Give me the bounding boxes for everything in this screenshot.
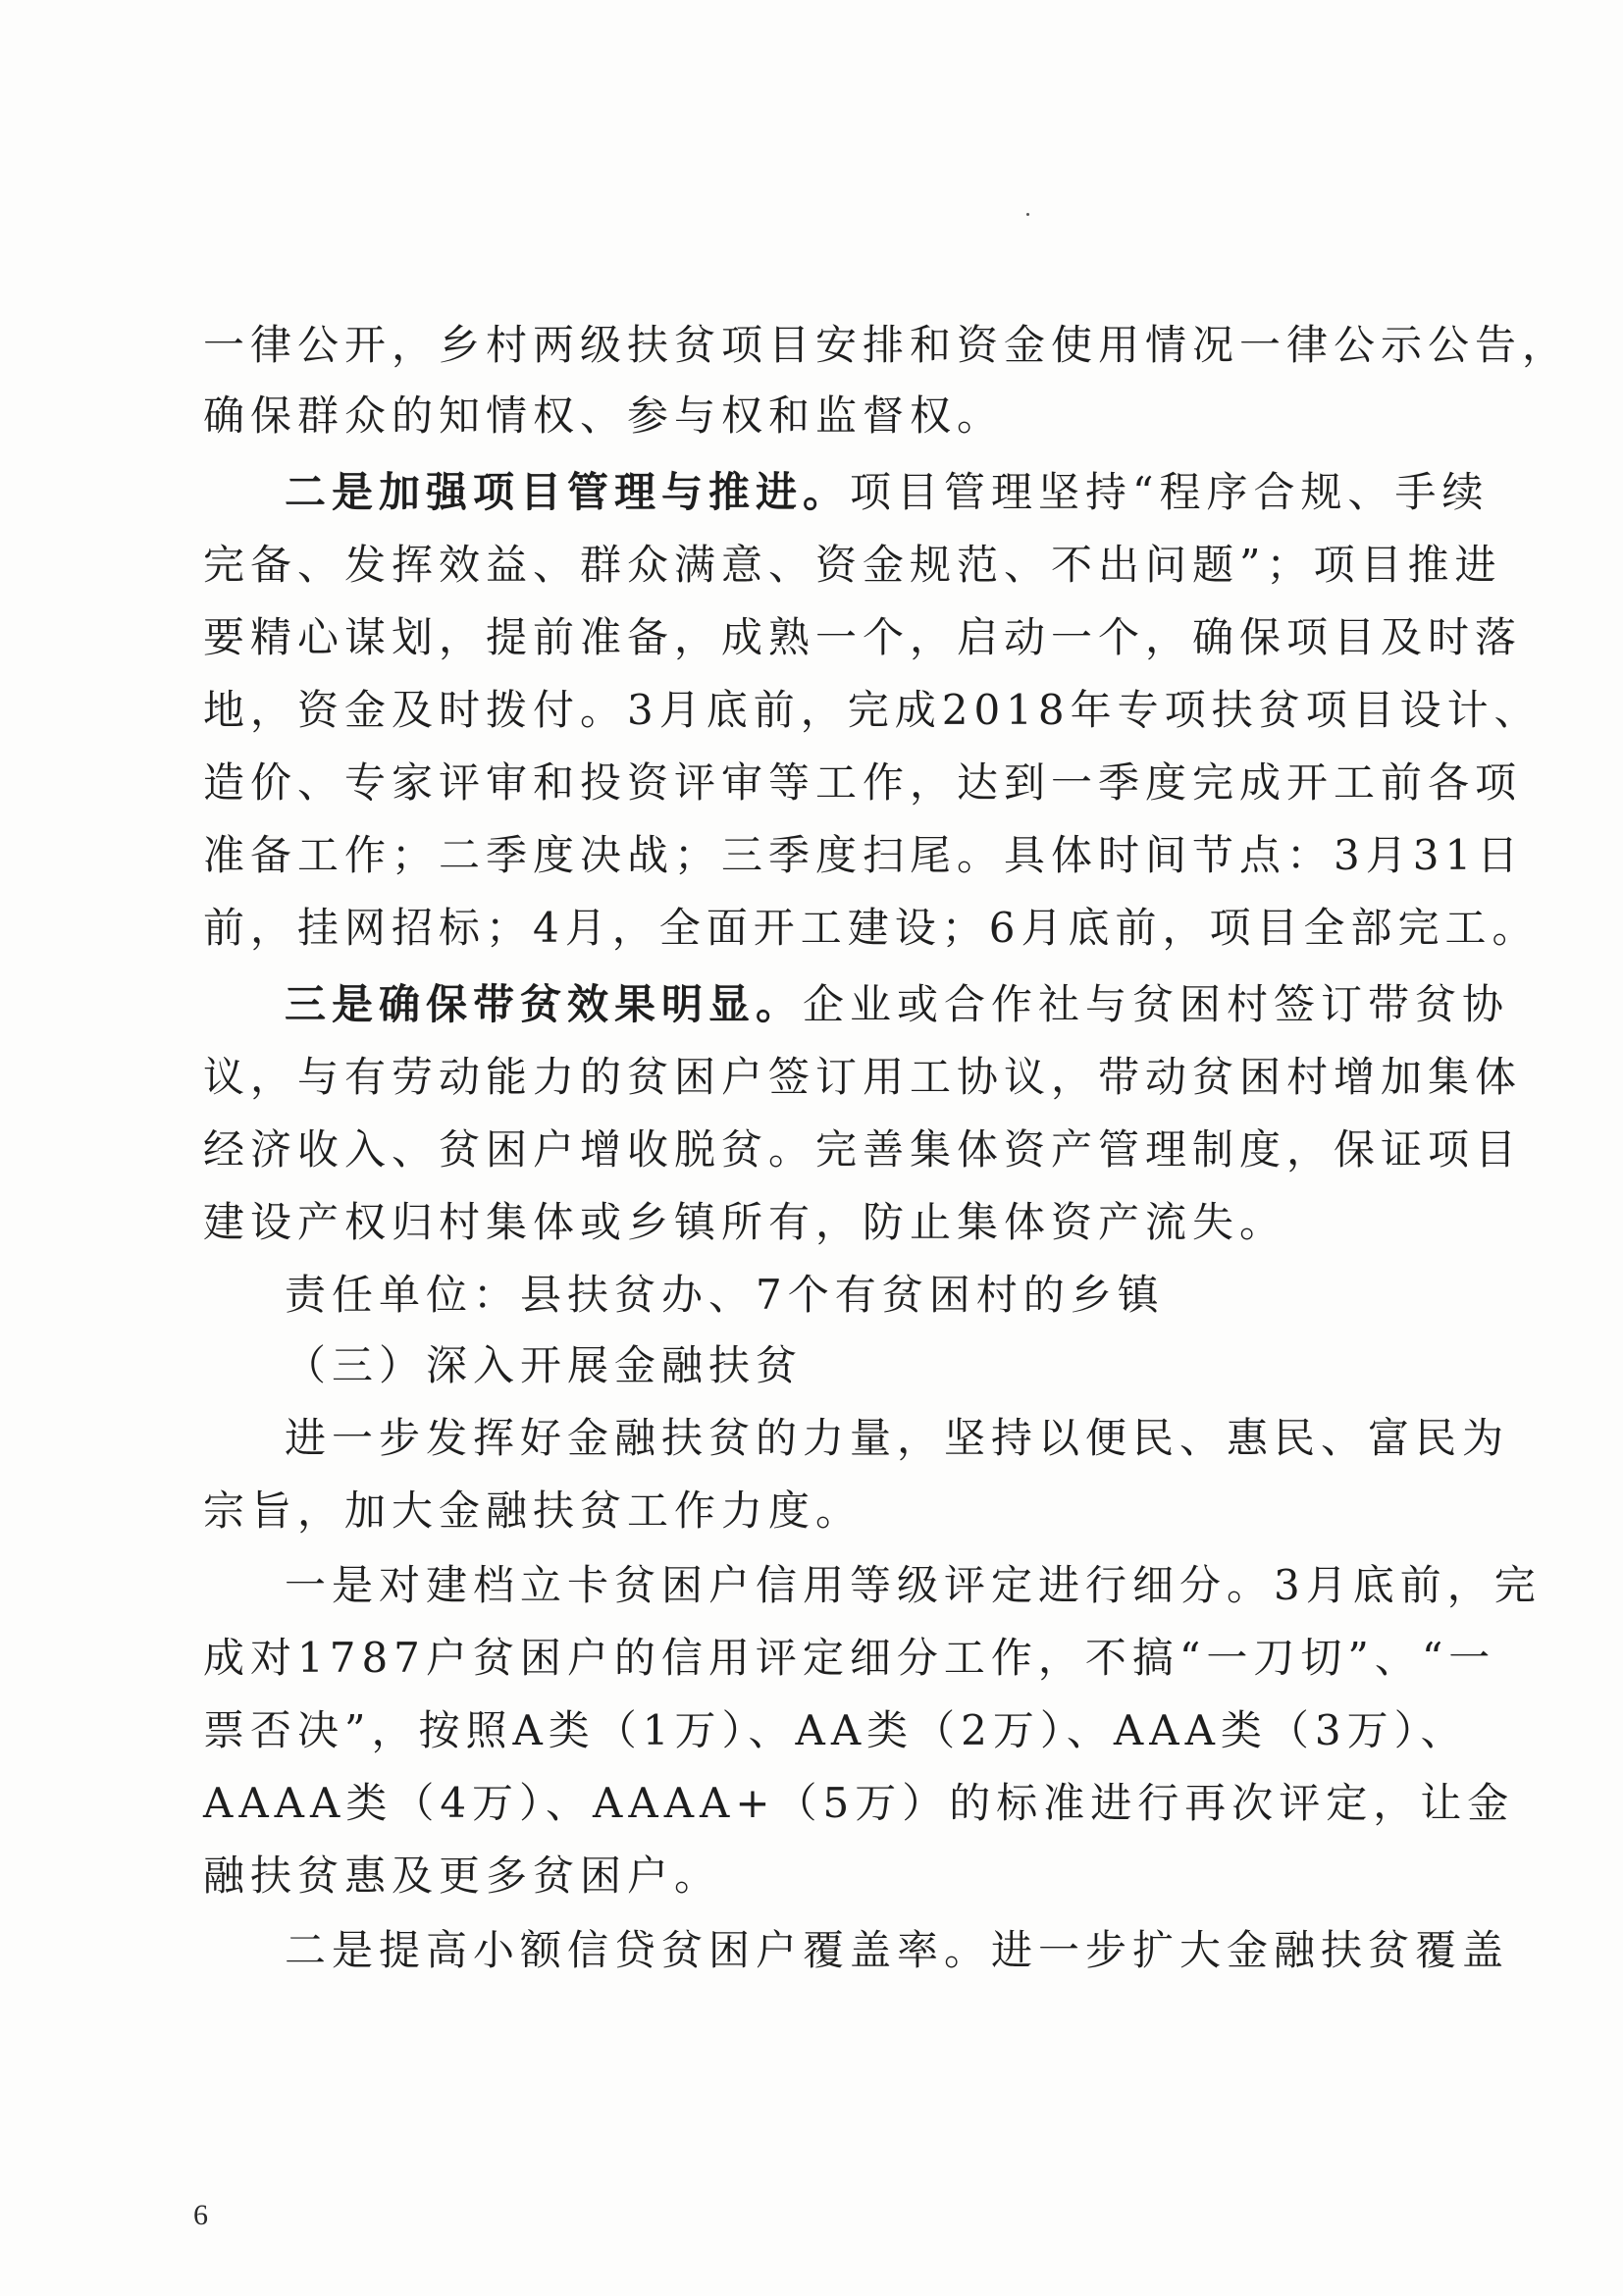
paragraph-heading: 二是加强项目管理与推进。 [285,468,851,516]
paragraph-heading: 三是确保带贫效果明显。 [285,980,804,1028]
text-line: 进一步发挥好金融扶贫的力量，坚持以便民、惠民、富民为 [285,1414,1510,1462]
text-span: 企业或合作社与贫困村签订带贫协 [803,980,1510,1028]
page-number: 6 [193,2199,208,2231]
text-line: 完备、发挥效益、群众满意、资金规范、不出问题”；项目推进 [203,541,1502,589]
scan-speck [1026,213,1029,216]
text-line: 经济收入、贫困户增收脱贫。完善集体资产管理制度，保证项目 [203,1125,1523,1174]
text-line: 建设产权归村集体或乡镇所有，防止集体资产流失。 [203,1198,1287,1246]
text-line: 地，资金及时拨付。3月底前，完成2018年专项扶贫项目设计、 [203,686,1542,734]
text-line: 融扶贫惠及更多贫困户。 [203,1852,722,1900]
text-line: 二是提高小额信贷贫困户覆盖率。进一步扩大金融扶贫覆盖 [285,1926,1510,1974]
text-line: 议，与有劳动能力的贫困户签订用工协议，带动贫困村增加集体 [203,1053,1523,1101]
text-line: 一是对建档立卡贫困户信用等级评定进行细分。3月底前，完 [285,1561,1542,1609]
text-line: 准备工作；二季度决战；三季度扫尾。具体时间节点：3月31日 [203,831,1525,879]
text-line: 要精心谋划，提前准备，成熟一个，启动一个，确保项目及时落 [203,613,1523,661]
text-line: 一律公开，乡村两级扶贫项目安排和资金使用情况一律公示公告， [203,321,1570,369]
text-line: 确保群众的知情权、参与权和监督权。 [203,391,1005,440]
text-line: 造价、专家评审和投资评审等工作，达到一季度完成开工前各项 [203,758,1523,807]
text-line: AAAA类（4万）、AAAA+（5万）的标准进行再次评定，让金 [203,1779,1515,1827]
text-line: 成对1787户贫困户的信用评定细分工作，不搞“一刀切”、“一 [203,1634,1496,1682]
responsibility-line: 责任单位：县扶贫办、7个有贫困村的乡镇 [285,1271,1165,1319]
paragraph-lead-line [285,969,1510,1040]
text-line: 前，挂网招标；4月，全面开工建设；6月底前，项目全部完工。 [203,904,1540,952]
text-line: 宗旨，加大金融扶贫工作力度。 [203,1487,864,1535]
paragraph-lead-line [285,457,1490,528]
text-line: 票否决”，按照A类（1万）、AA类（2万）、AAA类（3万）、 [203,1706,1468,1754]
text-span: 项目管理坚持“程序合规、手续 [850,468,1490,516]
section-heading: （三）深入开展金融扶贫 [285,1341,804,1389]
